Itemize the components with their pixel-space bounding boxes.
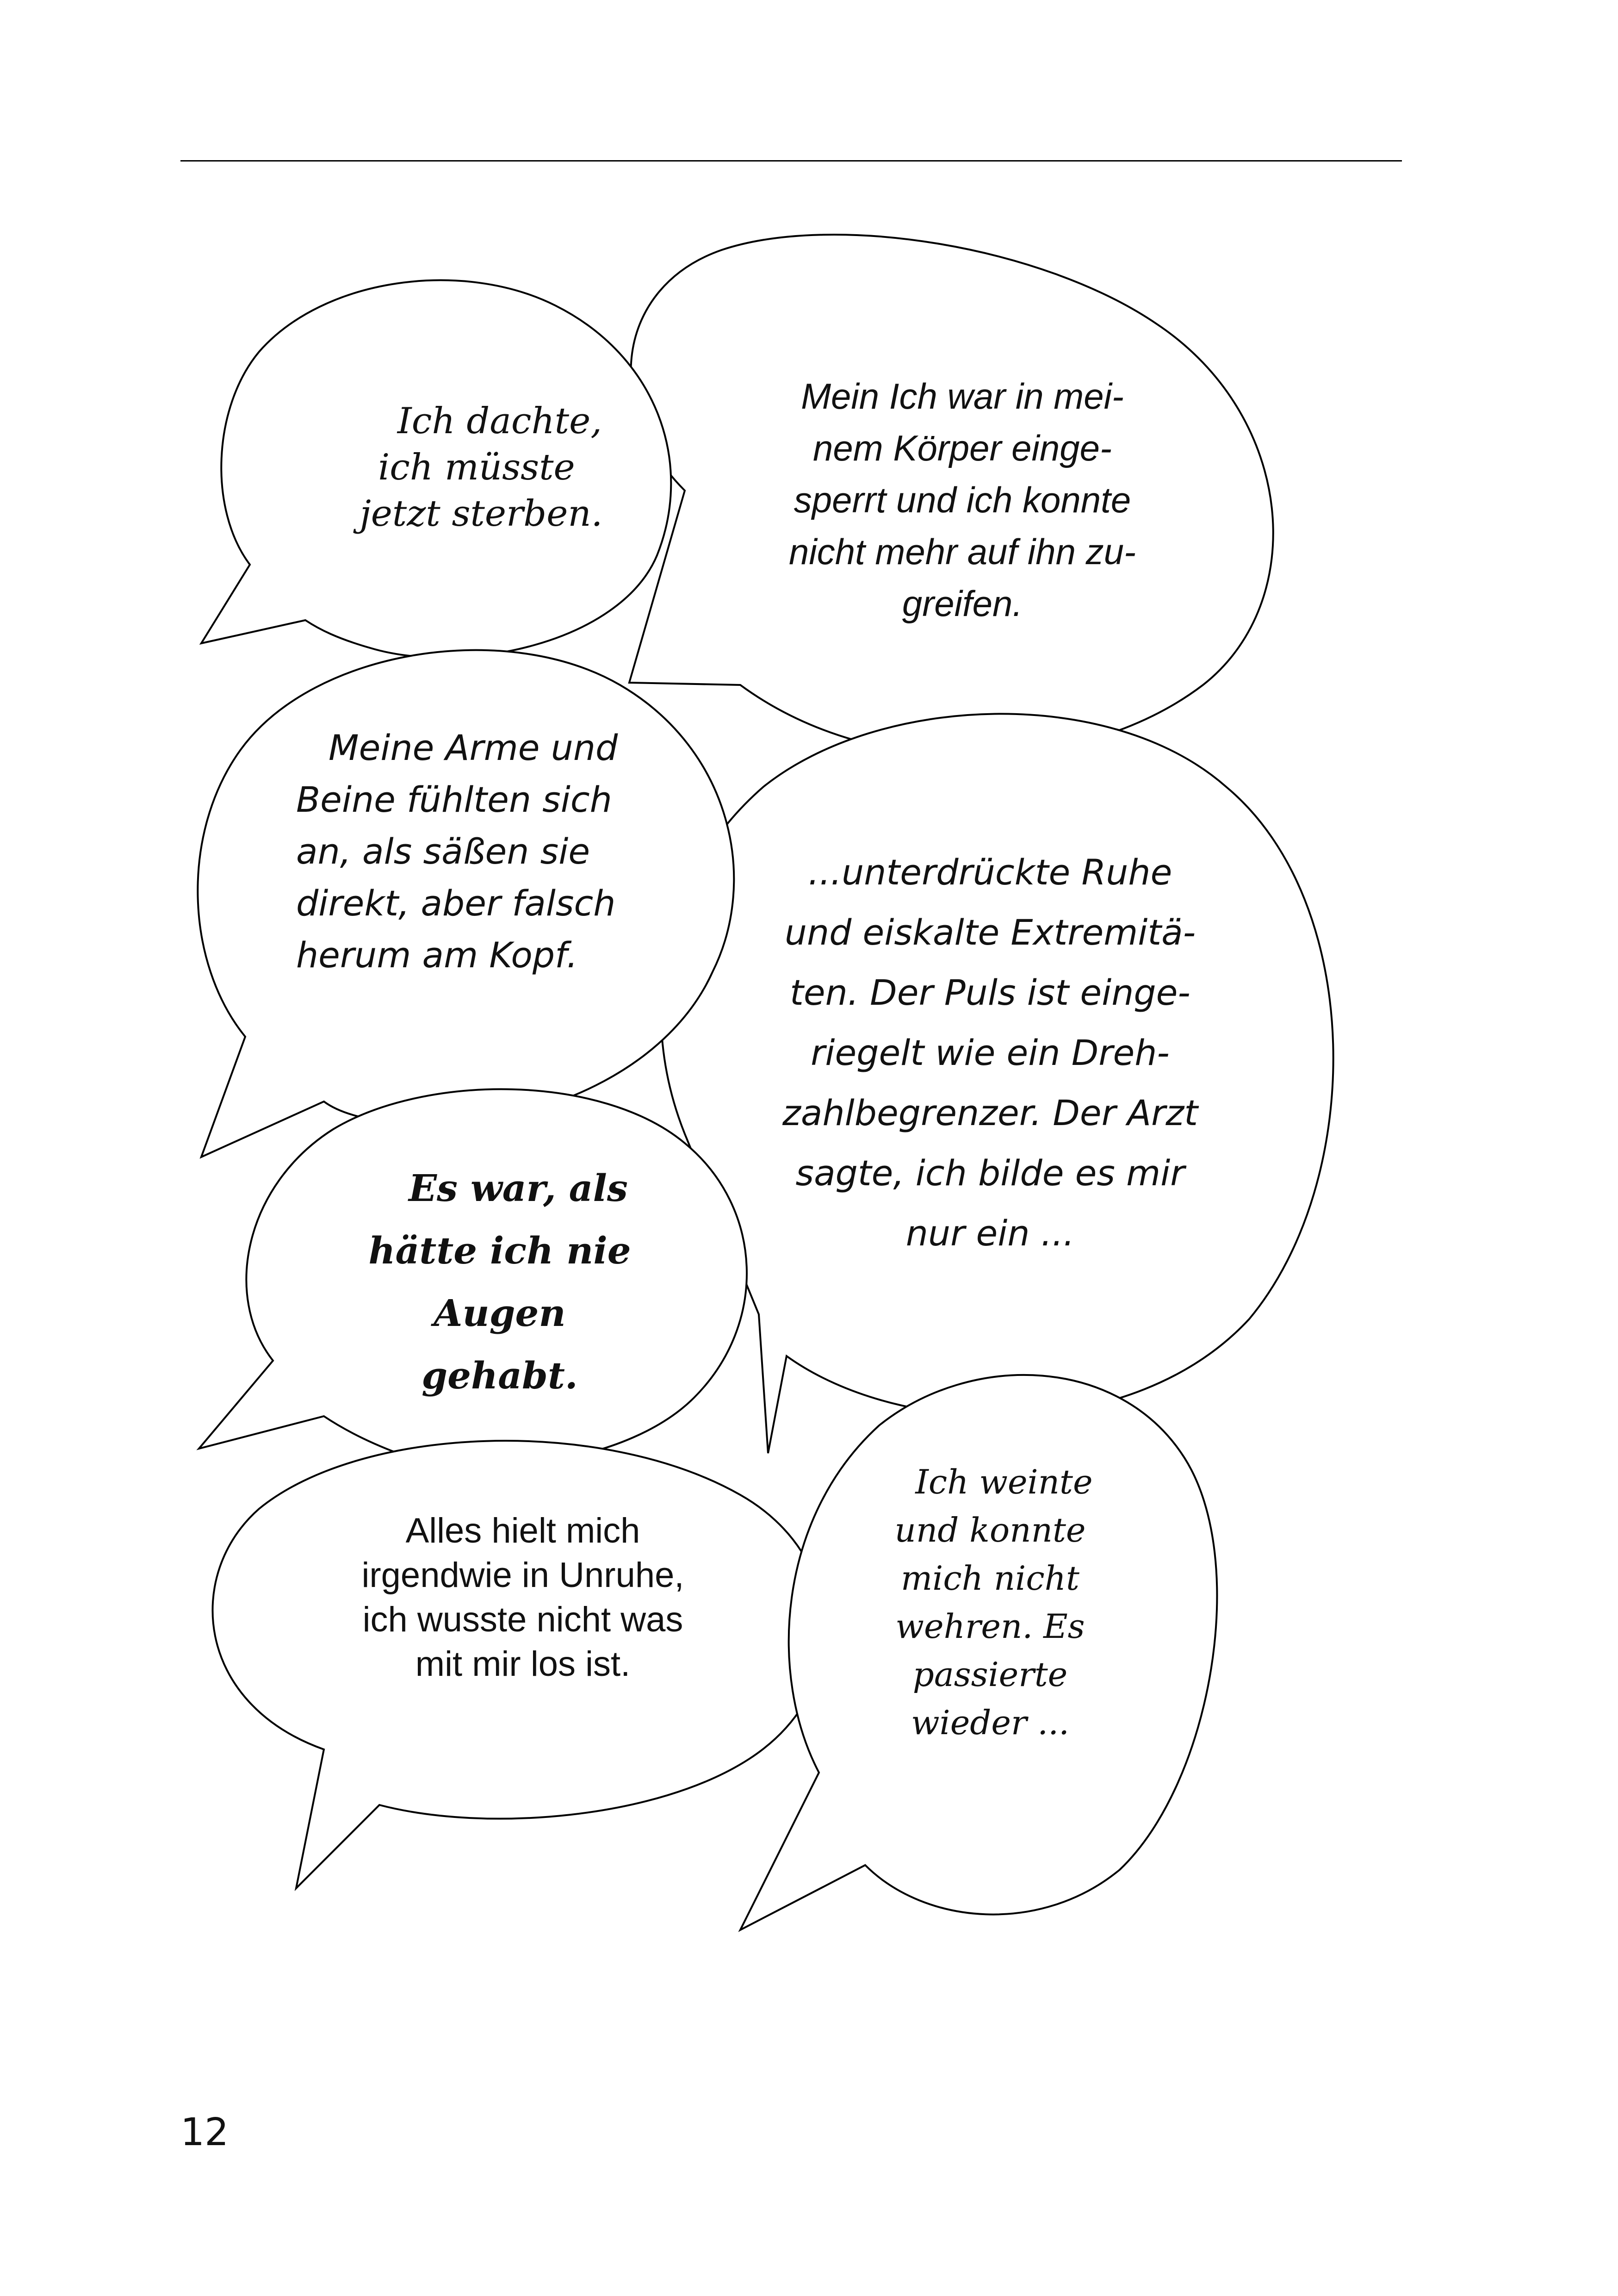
bubble-3-line: Meine Arme und — [329, 727, 618, 768]
bubble-3-line: herum am Kopf. — [296, 934, 578, 976]
bubble-3-line: an, als säßen sie — [296, 831, 590, 872]
bubble-4-line: ...unterdrückte Ruhe — [808, 852, 1172, 893]
bubble-6-line: irgendwie in Unruhe, — [361, 1556, 684, 1595]
bubble-4-line: riegelt wie ein Dreh- — [811, 1032, 1170, 1073]
page-number: 12 — [180, 2110, 229, 2154]
bubble-5-line: Augen — [434, 1291, 566, 1335]
bubble-1-line: ich müsste — [378, 447, 575, 488]
bubble-6-text — [315, 1509, 731, 1686]
bubble-2-line: nicht mehr auf ihn zu- — [788, 531, 1136, 572]
bubble-7-text — [847, 1458, 1134, 1747]
bubble-5-line: Es war, als — [409, 1166, 628, 1210]
bubble-4-text — [759, 842, 1221, 1263]
bubble-6-line: Alles hielt mich — [405, 1511, 640, 1550]
bubble-4-line: ten. Der Puls ist einge- — [790, 972, 1190, 1013]
bubble-6-line: ich wusste nicht was — [362, 1600, 683, 1639]
bubble-2-line: greifen. — [902, 583, 1023, 624]
bubble-2-line: sperrt und ich konnte — [794, 479, 1131, 520]
bubble-1-text — [296, 398, 648, 537]
bubble-5-line: gehabt. — [422, 1354, 578, 1397]
bubble-3-line: direkt, aber falsch — [296, 883, 616, 924]
bubble-7-line: wieder ... — [911, 1703, 1069, 1742]
bubble-5-line: hätte ich nie — [368, 1229, 631, 1272]
bubble-3-line: Beine fühlten sich — [296, 779, 612, 820]
bubble-7-line: mich nicht — [901, 1559, 1079, 1598]
bubble-1-line: Ich dachte, — [397, 400, 602, 442]
bubble-3-text — [296, 722, 629, 981]
bubble-2-text — [722, 370, 1203, 629]
bubble-2-line: Mein Ich war in mei- — [801, 376, 1124, 417]
bubble-4-line: und eiskalte Extremitä- — [784, 912, 1196, 953]
bubble-1-line: jetzt sterben. — [360, 493, 603, 535]
bubble-4-line: nur ein ... — [905, 1213, 1075, 1254]
bubble-4-line: sagte, ich bilde es mir — [795, 1152, 1185, 1194]
bubble-7-line: und konnte — [894, 1511, 1086, 1549]
bubble-7-line: wehren. Es — [895, 1607, 1085, 1646]
bubble-7-line: passierte — [912, 1655, 1068, 1694]
bubble-4-line: zahlbegrenzer. Der Arzt — [782, 1092, 1198, 1133]
bubble-5-text — [324, 1157, 676, 1407]
bubble-6-line: mit mir los ist. — [415, 1644, 631, 1684]
bubble-7-line: Ich weinte — [915, 1462, 1093, 1501]
bubble-2-line: nem Körper einge- — [812, 428, 1112, 468]
